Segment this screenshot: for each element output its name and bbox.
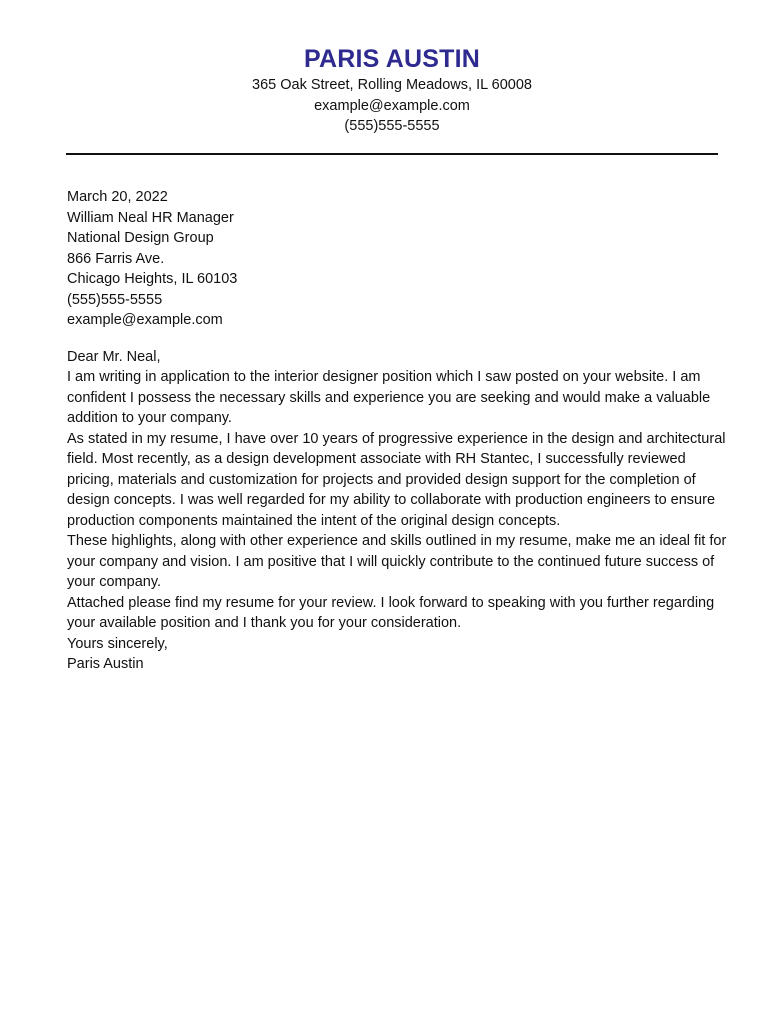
body-paragraph-3: These highlights, along with other experience and skills outlined in my resume, make me an ideal fit for your company and vision. I am positive that I will quickly contribute to the continued future success of your company. — [67, 533, 727, 590]
recipient-line: Chicago Heights, IL 60103 — [67, 271, 238, 287]
recipient-line: National Design Group — [67, 230, 214, 246]
salutation: Dear Mr. Neal, — [67, 348, 161, 365]
sender-phone: (555)555-5555 — [344, 118, 440, 134]
letter-date: March 20, 2022 — [67, 189, 168, 205]
sender-name: PARIS AUSTIN — [303, 45, 481, 73]
body-paragraph-4: Attached please find my resume for your review. I look forward to speaking with you further regarding your available position and I thank you for your consideration. — [67, 594, 715, 631]
letter-body — [67, 187, 727, 675]
sender-email: example@example.com — [314, 97, 470, 114]
recipient-line: 866 Farris Ave. — [67, 250, 165, 267]
sender-address: 365 Oak Street, Rolling Meadows, IL 60008 — [252, 77, 532, 93]
header-divider — [66, 153, 718, 155]
recipient-line: William Neal HR Manager — [67, 209, 234, 226]
body-paragraph-1: I am writing in application to the interior designer position which I saw posted on your website. I am confident I possess the necessary skills and experience you are seeking and would make a valuable addition to your company. — [67, 369, 711, 426]
recipient-line: (555)555-5555 — [67, 291, 163, 308]
signature: Paris Austin — [67, 656, 144, 672]
closing: Yours sincerely, — [67, 635, 168, 652]
body-paragraph-2: As stated in my resume, I have over 10 years of progressive experience in the design and architectural field. Most recently, as a design development associate with RH Stantec, I successfully reviewed pricing, materials and customization for projects and provided design support for the completion of design concepts. I was well regarded for my ability to collaborate with production engineers to ensure production components maintained the intent of the original design concepts. — [67, 430, 726, 529]
letter-header — [0, 44, 784, 137]
recipient-line: example@example.com — [67, 312, 223, 328]
recipient-block — [67, 208, 727, 331]
